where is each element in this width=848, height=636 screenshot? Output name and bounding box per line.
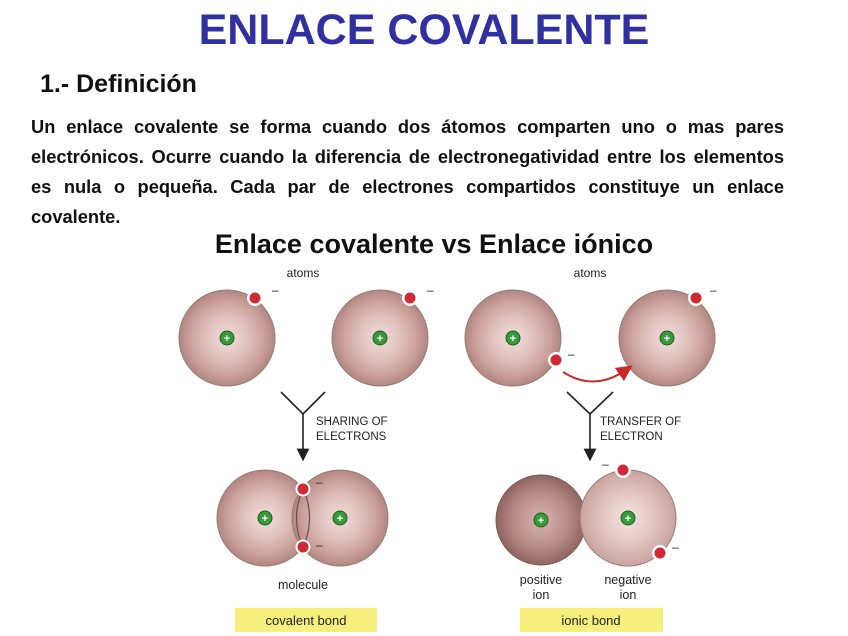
diagram-title: Enlace covalente vs Enlace iónico	[214, 229, 654, 259]
positive-ion	[496, 475, 586, 565]
svg-text:+: +	[261, 513, 269, 525]
definition-paragraph: Un enlace covalente se forma cuando dos átomos comparten uno o mas pares electrónicos. Ocurre cuando la diferencia de electronegatividad entre los elementos es nula o pequeña. Cada par de electrones compartidos constituye un enlace covalente.	[31, 116, 784, 227]
transfer-label-line1: TRANSFER OF	[600, 416, 682, 428]
svg-text:+: +	[537, 515, 545, 527]
negative-ion-label-line1: negative	[604, 573, 652, 587]
svg-text:–: –	[316, 538, 323, 552]
ionic-bond-label: ionic bond	[561, 613, 621, 628]
svg-text:–: –	[316, 475, 323, 489]
svg-text:+: +	[663, 333, 671, 345]
covalent-atom-left	[179, 290, 275, 386]
svg-text:+: +	[223, 333, 231, 345]
electron-icon	[247, 283, 279, 306]
negative-ion-label-line2: ion	[619, 588, 637, 602]
positive-ion-label-line2: ion	[532, 588, 550, 602]
svg-text:–: –	[272, 283, 279, 297]
electron-icon	[688, 283, 717, 306]
electron-icon	[402, 283, 434, 306]
sharing-label-line1: SHARING OF	[316, 416, 388, 428]
molecule-label: molecule	[277, 578, 329, 592]
covalent-atoms-label: atoms	[286, 266, 320, 280]
ionic-atoms-label: atoms	[573, 266, 607, 280]
transfer-arrow-icon	[563, 370, 626, 382]
svg-text:–: –	[710, 283, 717, 297]
transfer-label-line2: ELECTRON	[600, 431, 663, 443]
svg-text:–: –	[427, 283, 434, 297]
covalent-bond-label: covalent bond	[265, 613, 347, 628]
ionic-atom-left	[465, 290, 561, 386]
molecule	[217, 470, 388, 566]
svg-text:+: +	[509, 333, 517, 345]
page-title: ENLACE COVALENTE	[198, 6, 650, 54]
svg-text:–: –	[568, 347, 575, 361]
positive-ion-label-line1: positive	[519, 573, 563, 587]
svg-text:+: +	[376, 333, 384, 345]
section-heading: 1.- Definición	[40, 70, 197, 98]
svg-text:–: –	[602, 457, 609, 471]
svg-text:+: +	[624, 513, 632, 525]
svg-text:+: +	[336, 513, 344, 525]
sharing-label-line2: ELECTRONS	[316, 431, 387, 443]
svg-text:–: –	[672, 540, 679, 554]
